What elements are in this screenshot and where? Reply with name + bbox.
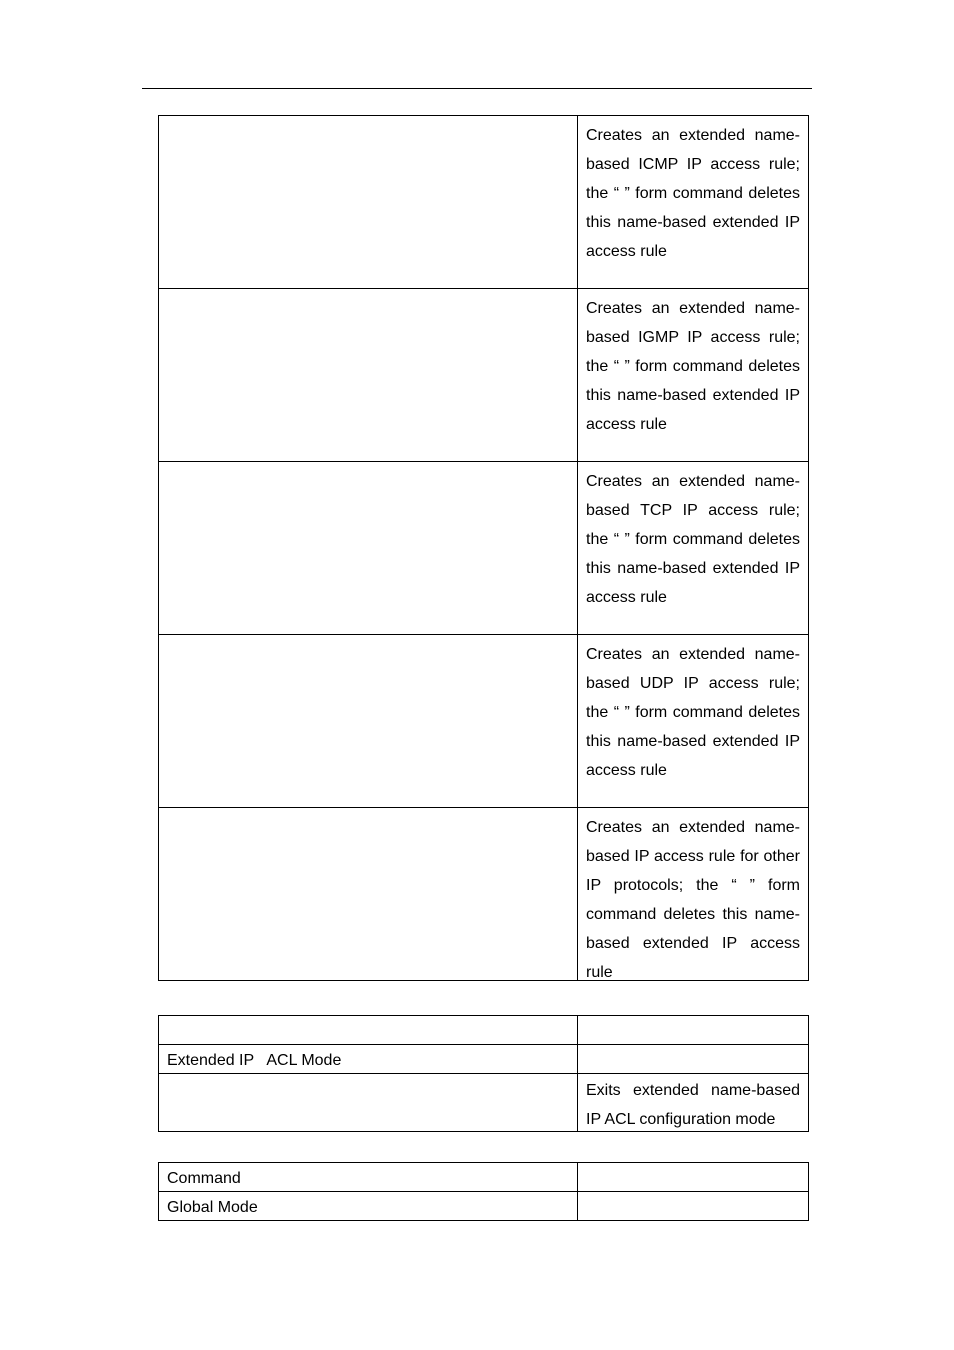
table-header-row (159, 1016, 809, 1045)
mode-cell-right (578, 1192, 809, 1221)
header-cell-right (578, 1016, 809, 1045)
rule-description: Creates an extended name-based UDP IP access rule; the “ ” form command deletes this name-based extended IP access rule (586, 646, 800, 779)
exit-command-table (158, 1015, 809, 1132)
mode-label: Global Mode (167, 1199, 258, 1216)
table-row (159, 808, 809, 981)
mode-label: Extended IP ACL Mode (167, 1052, 342, 1069)
description-cell (578, 1074, 809, 1132)
command-cell (159, 289, 578, 462)
description-cell (578, 635, 809, 808)
rule-description: Creates an extended name-based ICMP IP access rule; the “ ” form command deletes this name-based extended IP access rule (586, 127, 800, 260)
mode-row (159, 1192, 809, 1221)
command-cell (159, 808, 578, 981)
mode-cell-right (578, 1045, 809, 1074)
table-row (159, 289, 809, 462)
rule-description: Creates an extended name-based IGMP IP access rule; the “ ” form command deletes this name-based extended IP access rule (586, 300, 800, 433)
global-mode-table (158, 1162, 809, 1221)
header-cell-left (159, 1016, 578, 1045)
exit-description: Exits extended name-based IP ACL configuration mode (586, 1082, 800, 1128)
table-header-row (159, 1163, 809, 1192)
description-cell (578, 462, 809, 635)
header-rule (142, 88, 812, 89)
mode-row (159, 1045, 809, 1074)
rule-description: Creates an extended name-based TCP IP access rule; the “ ” form command deletes this name-based extended IP access rule (586, 473, 800, 606)
acl-rules-table (158, 115, 809, 981)
command-header: Command (167, 1170, 241, 1187)
table-row (159, 462, 809, 635)
table-row (159, 635, 809, 808)
header-cell-right (578, 1163, 809, 1192)
mode-cell (159, 1192, 578, 1221)
mode-cell (159, 1045, 578, 1074)
rule-description: Creates an extended name-based IP access rule for other IP protocols; the “ ” form command deletes this name-based extended IP access rule (586, 819, 800, 980)
command-cell (159, 1074, 578, 1132)
command-cell (159, 116, 578, 289)
command-cell (159, 462, 578, 635)
description-cell (578, 808, 809, 981)
header-cell-left (159, 1163, 578, 1192)
description-cell (578, 289, 809, 462)
description-cell (578, 116, 809, 289)
table-row (159, 116, 809, 289)
table-row (159, 1074, 809, 1132)
command-cell (159, 635, 578, 808)
